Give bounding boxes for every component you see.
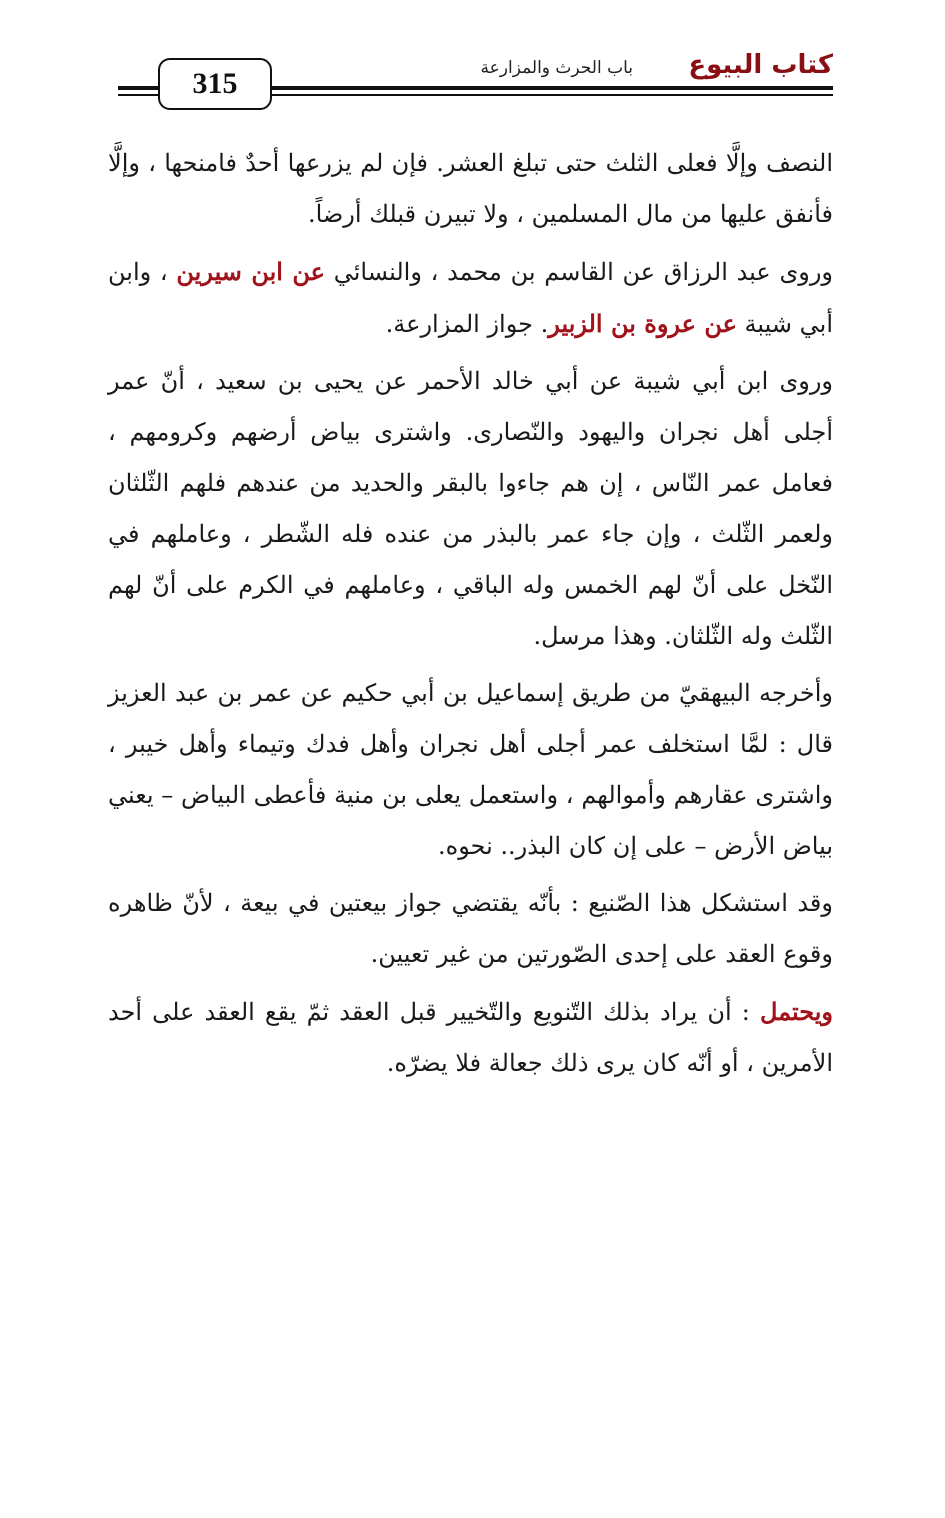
highlight-ibn-sirin: عن ابن سيرين — [176, 257, 325, 286]
paragraph-3: وروى ابن أبي شيبة عن أبي خالد الأحمر عن يحيى بن سعيد ، أنّ عمر أجلى أهل نجران واليهود والنّصارى. واشترى بياض أرضهم وكرومهم ، فعامل عمر النّاس ، إن هم جاءوا بالبقر والحديد من عندهم فلهم الثّلثان ولعمر الثّلث ، وإن جاء عمر بالبذر من عنده فله الشّطر ، وعاملهم في النّخل على أنّ لهم الخمس وله الباقي ، وعاملهم في الكرم على أنّ لهم الثّلث وله الثّلثان. وهذا مرسل. — [108, 367, 834, 650]
text-span: . جواز المزارعة. — [385, 310, 549, 338]
paragraph-5: وقد استشكل هذا الصّنيع : بأنّه يقتضي جواز بيعتين في بيعة ، لأنّ ظاهره وقوع العقد على إحدى الصّورتين من غير تعيين. — [108, 889, 833, 968]
chapter-title: باب الحرث والمزارعة — [480, 58, 633, 78]
paragraph-6 — [108, 986, 833, 1089]
highlight-urwa: عن عروة بن الزبير — [548, 309, 737, 338]
highlight-lead-word: ويحتمل — [759, 997, 833, 1026]
book-title: كتاب البيوع — [688, 50, 833, 80]
paragraph-4: وأخرجه البيهقيّ من طريق إسماعيل بن أبي حكيم عن عمر بن عبد العزيز قال : لمَّا استخلف عمر أجلى أهل نجران وأهل فدك وتيماء وأهل خيبر ، واشترى عقارهم وأموالهم ، واستعمل يعلى بن منية فأعطى البياض – يعني بياض الأرض – على إن كان البذر.. نحوه. — [108, 679, 834, 860]
page-number: 315 — [158, 58, 272, 110]
paragraph-2 — [108, 246, 833, 350]
text-span: : أن يراد بذلك التّنويع والتّخيير قبل العقد ثمّ يقع العقد على أحد الأمرين ، أو أنّه كان يرى ذلك جعالة فلا يضرّه. — [108, 998, 833, 1077]
text-span: وروى عبد الرزاق عن القاسم بن محمد ، والنسائي — [325, 258, 833, 286]
page-header — [118, 48, 833, 110]
page-body — [108, 138, 833, 1095]
paragraph-1: النصف وإلَّا فعلى الثلث حتى تبلغ العشر. فإن لم يزرعها أحدٌ فامنحها ، وإلَّا فأنفق عليها من مال المسلمين ، ولا تبيرن قبلك أرضاً. — [108, 149, 833, 228]
text-span: ، وابن أبي شيبة — [108, 258, 833, 338]
